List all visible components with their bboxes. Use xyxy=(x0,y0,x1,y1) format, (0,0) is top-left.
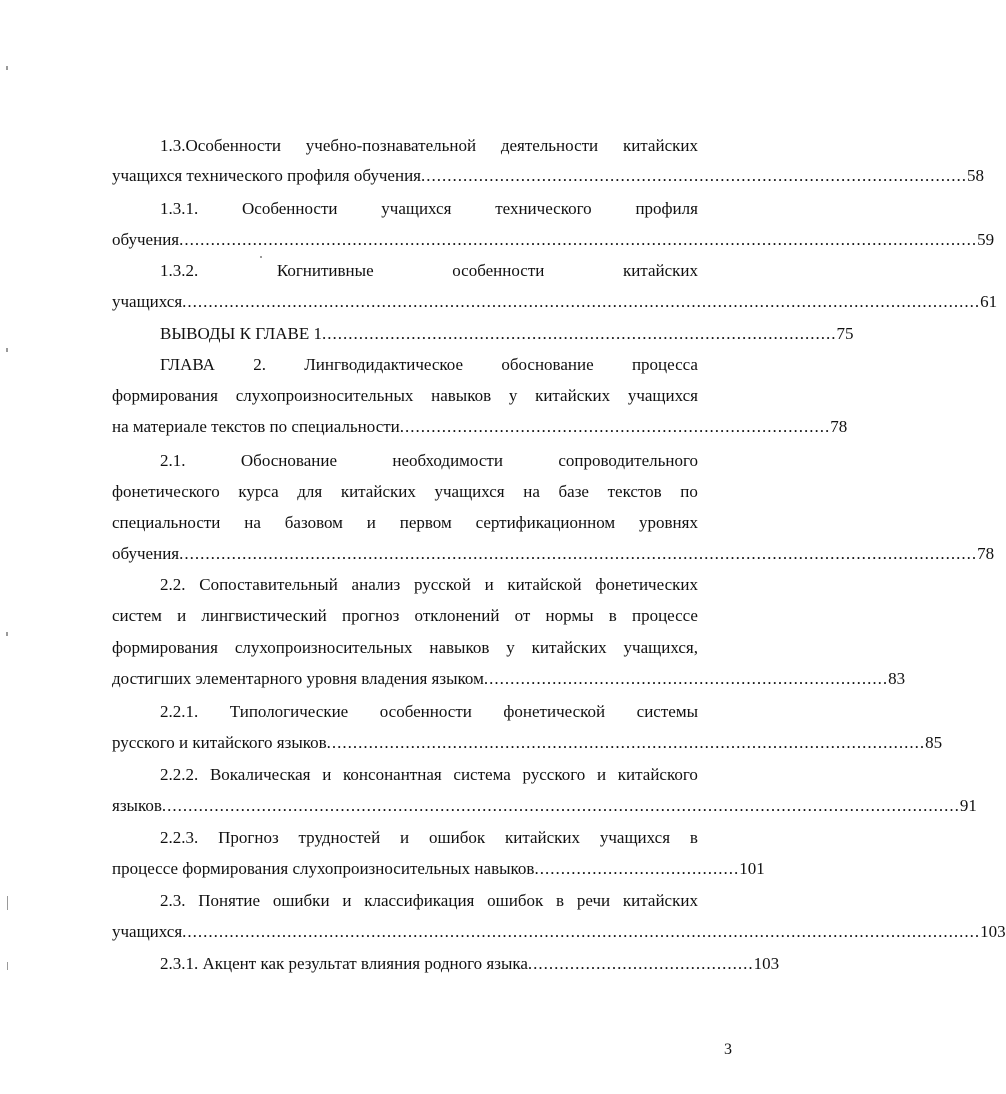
toc-word: фонетических xyxy=(595,575,698,594)
toc-word: для xyxy=(297,482,323,501)
toc-word: особенности xyxy=(379,702,472,721)
toc-word: навыков xyxy=(429,638,490,657)
page-number: 3 xyxy=(724,1041,732,1058)
toc-page-number: 83 xyxy=(888,669,906,688)
scan-speck xyxy=(6,348,8,352)
toc-word: Когнитивные xyxy=(276,261,374,280)
toc-page-number: 58 xyxy=(967,166,984,185)
toc-word: курса xyxy=(238,482,279,501)
toc-entry-5-line-1 xyxy=(112,353,698,377)
toc-word: китайских xyxy=(504,828,581,847)
toc-entry-6-line-3 xyxy=(112,511,698,535)
toc-word: процесса xyxy=(631,355,698,374)
toc-word: 1.3.2. xyxy=(160,261,199,280)
toc-word: специальности xyxy=(112,513,221,532)
leader-dots: ........................................................................................................................................................ xyxy=(182,922,981,941)
leader-dots: .................................................................................................. xyxy=(322,324,837,343)
toc-word: учащихся xyxy=(599,828,671,847)
toc-entry-title: русского и китайского языков xyxy=(112,733,327,752)
toc-word: система xyxy=(453,765,511,784)
toc-word: китайских xyxy=(531,638,607,657)
toc-entry-title: достигших элементарного уровня владения языком xyxy=(112,669,484,688)
toc-word: 2.2.1. xyxy=(160,702,199,721)
toc-entry-title: на материале текстов по специальности xyxy=(112,417,400,436)
toc-word: у xyxy=(506,638,515,657)
toc-word: речи xyxy=(576,891,611,910)
leader-dots: .................................................................................. xyxy=(399,417,831,436)
leader-dots: ............................................................................. xyxy=(483,669,889,688)
toc-entry-3-line-1 xyxy=(112,259,698,283)
scan-speck xyxy=(6,66,8,70)
leader-dots: ........................................................................................................................................................ xyxy=(179,544,978,563)
leader-dots: ........................................................................................................................................................ xyxy=(161,796,960,815)
toc-entry-3-line-2 xyxy=(112,290,998,314)
toc-word: 2.2.2. xyxy=(160,765,199,784)
toc-word: классификация xyxy=(364,891,475,910)
toc-word: нормы xyxy=(545,606,594,625)
toc-entry-7-line-2 xyxy=(112,604,698,628)
toc-page-number: 103 xyxy=(753,954,780,973)
toc-word: базе xyxy=(558,482,589,501)
toc-word: консонантная xyxy=(343,765,442,784)
leader-dots: ....................................... xyxy=(534,859,740,878)
toc-entry-title: языков xyxy=(112,796,162,815)
toc-word: Прогноз xyxy=(218,828,279,847)
toc-word: обоснование xyxy=(501,355,594,374)
toc-word: от xyxy=(514,606,531,625)
toc-word: особенности xyxy=(452,261,545,280)
toc-entry-4 xyxy=(160,322,854,346)
toc-word: прогноз xyxy=(341,606,400,625)
toc-entry-title: учащихся технического профиля обучения xyxy=(112,166,421,185)
scan-speck xyxy=(7,962,8,970)
toc-word: и xyxy=(596,765,607,784)
scan-speck xyxy=(6,632,8,636)
toc-word: у xyxy=(508,386,518,405)
toc-word: учащихся, xyxy=(623,638,698,657)
toc-word: учащихся xyxy=(381,199,452,218)
toc-page-number: 61 xyxy=(980,292,998,311)
toc-entry-6-line-1 xyxy=(112,449,698,473)
toc-word: ГЛАВА xyxy=(160,355,215,374)
toc-word: китайских xyxy=(622,136,698,155)
toc-word: 1.3.Особенности xyxy=(160,136,281,155)
toc-word: китайской xyxy=(507,575,582,594)
toc-word: 2.2. xyxy=(160,575,186,594)
toc-word: сопроводительного xyxy=(558,451,698,470)
toc-word: процессе xyxy=(631,606,698,625)
toc-word: Понятие xyxy=(198,891,261,910)
toc-word: и xyxy=(342,891,352,910)
toc-word: 1.3.1. xyxy=(160,199,199,218)
toc-word: фонетического xyxy=(112,482,220,501)
toc-word: и xyxy=(400,828,410,847)
toc-entry-5-line-3 xyxy=(112,415,848,439)
toc-word: слухопроизносительных xyxy=(234,638,413,657)
toc-word: и xyxy=(484,575,494,594)
toc-word: отклонений xyxy=(414,606,500,625)
toc-word: ошибок xyxy=(429,828,486,847)
toc-word: в xyxy=(556,891,565,910)
toc-entry-8-line-1 xyxy=(112,700,698,724)
toc-word: формирования xyxy=(112,638,218,657)
toc-page-number: 101 xyxy=(739,859,765,878)
toc-entry-9-line-1 xyxy=(112,763,698,787)
toc-entry-11-line-2 xyxy=(112,920,1006,944)
toc-word: лингвистический xyxy=(201,606,327,625)
toc-word: Обоснование xyxy=(240,451,337,470)
toc-word: базовом xyxy=(284,513,343,532)
toc-entry-title: ВЫВОДЫ К ГЛАВЕ 1 xyxy=(160,324,323,343)
toc-page-number: 103 xyxy=(980,922,1006,941)
leader-dots: ........................................................................................................................................................ xyxy=(179,230,978,249)
toc-page-number: 75 xyxy=(836,324,854,343)
toc-word: навыков xyxy=(431,386,492,405)
toc-word: китайских xyxy=(535,386,611,405)
toc-page-number: 91 xyxy=(959,796,977,815)
toc-entry-10-line-2 xyxy=(112,857,765,881)
leader-dots: ........................................................................................................ xyxy=(421,166,967,185)
toc-word: 2.1. xyxy=(160,451,186,470)
toc-entry-9-line-2 xyxy=(112,794,977,818)
toc-word: системы xyxy=(636,702,698,721)
toc-word: текстов xyxy=(607,482,662,501)
scan-speck xyxy=(260,256,262,258)
toc-word: необходимости xyxy=(392,451,503,470)
toc-word: китайского xyxy=(617,765,698,784)
toc-entry-2-line-2 xyxy=(112,228,995,252)
toc-entry-title: учащихся xyxy=(112,292,183,311)
toc-word: формирования xyxy=(112,386,218,405)
toc-word: слухопроизносительных xyxy=(235,386,414,405)
toc-page-number: 78 xyxy=(830,417,848,436)
toc-word: учащихся xyxy=(434,482,505,501)
toc-word: уровнях xyxy=(639,513,698,532)
toc-entry-12 xyxy=(160,952,780,976)
toc-word: китайских xyxy=(340,482,416,501)
toc-word: 2.3. xyxy=(160,891,186,910)
toc-entry-2-line-1 xyxy=(112,197,698,221)
toc-word: учебно-познавательной xyxy=(305,136,477,155)
toc-word: Вокалическая xyxy=(209,765,311,784)
scan-speck xyxy=(7,896,8,910)
toc-page-number: 78 xyxy=(977,544,995,563)
toc-word: по xyxy=(680,482,698,501)
toc-word: и xyxy=(366,513,376,532)
toc-word: Сопоставительный xyxy=(199,575,338,594)
toc-entry-8-line-2 xyxy=(112,731,943,755)
toc-word: Особенности xyxy=(242,199,338,218)
toc-word: первом xyxy=(399,513,452,532)
toc-word: ошибки xyxy=(272,891,330,910)
toc-entry-title: 2.3.1. Акцент как результат влияния родного языка xyxy=(160,954,528,973)
toc-entry-7-line-3 xyxy=(112,636,698,660)
toc-word: деятельности xyxy=(500,136,599,155)
toc-word: и xyxy=(322,765,332,784)
leader-dots: .................................................................................................................. xyxy=(326,733,926,752)
toc-entry-1-line-2 xyxy=(112,164,984,188)
toc-word: технического xyxy=(495,199,592,218)
toc-entry-1-line-1 xyxy=(112,134,698,158)
toc-entry-title: учащихся xyxy=(112,922,183,941)
toc-word: сертификационном xyxy=(475,513,616,532)
leader-dots: ........................................... xyxy=(527,954,754,973)
toc-entry-7-line-1 xyxy=(112,573,698,597)
toc-word: Лингводидактическое xyxy=(304,355,464,374)
toc-word: ошибок xyxy=(487,891,544,910)
toc-word: на xyxy=(523,482,540,501)
toc-word: профиля xyxy=(635,199,698,218)
toc-word: в xyxy=(608,606,617,625)
toc-entry-6-line-2 xyxy=(112,480,698,504)
toc-word: Типологические xyxy=(229,702,349,721)
toc-word: в xyxy=(689,828,698,847)
toc-word: русской xyxy=(413,575,471,594)
toc-word: учащихся xyxy=(627,386,698,405)
toc-entry-title: процессе формирования слухопроизносительных навыков xyxy=(112,859,535,878)
toc-page-number: 85 xyxy=(925,733,943,752)
toc-word: фонетической xyxy=(503,702,606,721)
toc-entry-11-line-1 xyxy=(112,889,698,913)
toc-word: на xyxy=(244,513,261,532)
toc-word: китайских xyxy=(622,891,698,910)
toc-word: 2. xyxy=(253,355,266,374)
leader-dots: ........................................................................................................................................................ xyxy=(182,292,981,311)
toc-page-number: 59 xyxy=(977,230,995,249)
toc-word: анализ xyxy=(351,575,401,594)
toc-entry-10-line-1 xyxy=(112,826,698,850)
toc-entry-title: обучения xyxy=(112,544,180,563)
toc-word: китайских xyxy=(622,261,698,280)
toc-word: русского xyxy=(522,765,586,784)
toc-entry-6-line-4 xyxy=(112,542,995,566)
toc-word: 2.2.3. xyxy=(160,828,199,847)
toc-word: и xyxy=(177,606,187,625)
toc-entry-5-line-2 xyxy=(112,384,698,408)
toc-entry-7-line-4 xyxy=(112,667,906,691)
toc-entry-title: обучения xyxy=(112,230,180,249)
toc-word: систем xyxy=(112,606,162,625)
toc-word: трудностей xyxy=(298,828,381,847)
